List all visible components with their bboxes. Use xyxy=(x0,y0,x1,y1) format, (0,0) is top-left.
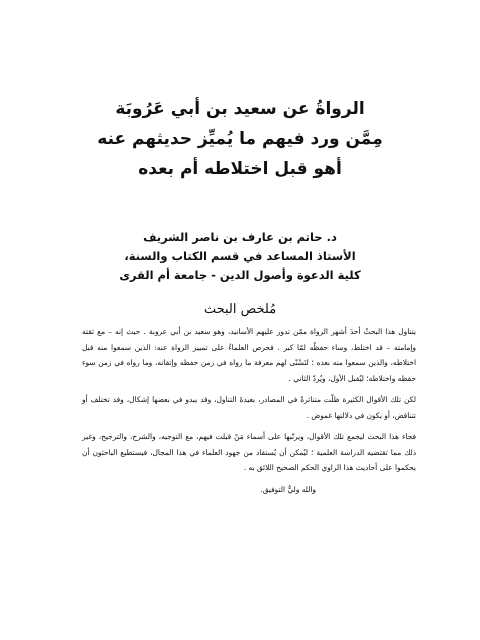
title-line-1: الرواةُ عن سعيد بن أبي عَرُوبَة xyxy=(115,99,365,119)
abstract-paragraph-1: يتناول هذا البحثُ أحدَ أشهر الرواة ممّن تدور عليهم الأسانيد، وهو سعيد بن أبي عروبة . حيث إنه – مع ثقته وإمامته – قد اختلط، وساء حفظُه لمّا كبر . فحرص العلماءُ على تمييز الرواة عنه: الذين سمعوا منه قبل اختلاطه، والذين سمعوا منه بعده ؛ لتَسْنّى لهم معرفة ما رواه في زمن حفظه وإتقانه، وما رواه في زمن سوء حفظه واختلاطه؛ ليُقبل الأول، ويُردّ الثاني . xyxy=(82,327,416,383)
abstract-closing: والله وليُّ التوفيق. xyxy=(260,484,316,494)
title-line-2: مِمَّن ورد فيهم ما يُميِّز حديثهم عنه xyxy=(97,129,383,149)
paper-title xyxy=(60,94,420,184)
abstract-body xyxy=(82,324,416,503)
title-line-3: أهو قبل اختلاطه أم بعده xyxy=(138,159,342,179)
author-position: الأستاذ المساعد في قسم الكتاب والسنة، xyxy=(124,249,356,263)
author-name: د. حاتم بن عارف بن ناصر الشريف xyxy=(143,230,337,244)
author-block xyxy=(60,228,420,285)
abstract-paragraph-2: لكن تلك الأقوال الكثيرة ظلّت متناثرةً في المصادر، بعيدةَ التناول، وقد يبدو في بعضها إشكال، وقد تختلف أو تتناقض، أو يكون في دلالتها غموض . xyxy=(82,395,416,420)
abstract-paragraph-3: فجاء هذا البحث ليجمع تلك الأقوال، ويرتّبها على أسماء مَنْ قيلت فيهم، مع التوجيه، والشرح، والترجيح، وغير ذلك مما تقتضيه الدراسة العلمية ؛ ليُمكن أن يُستفاد من جهود العلماء في هذا المجال، فيستطيع الباحثون أن يحكموا على أحاديث هذا الراوي الحكم الصحيح اللائق به . xyxy=(82,432,416,472)
abstract-heading: مُلخص البحث xyxy=(203,302,277,317)
author-affiliation: كلية الدعوة وأصول الدين - جامعة أم القرى xyxy=(119,268,361,282)
